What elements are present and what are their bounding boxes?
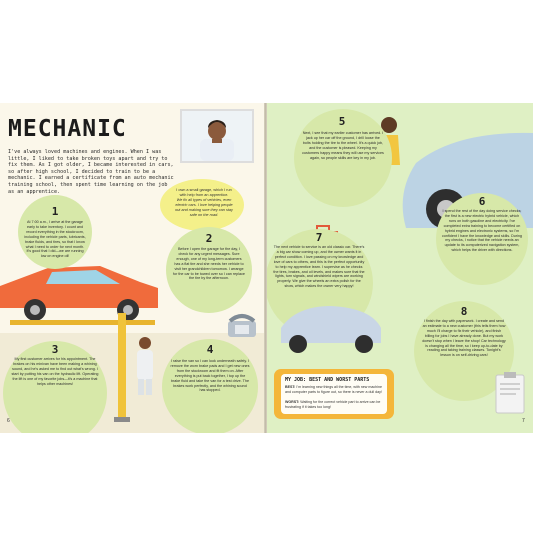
telephone-icon — [226, 313, 258, 339]
step-3-number: 3 — [51, 343, 59, 356]
step-6-number: 6 — [478, 195, 486, 208]
step-7-text: The next vehicle to service is an old classic car. There's a big car show coming up, and the owner wants it in perfect condition. I love passing on my knowledge and love of cars to others, and this is the perfect opportunity to help my apprentice learn. I supervise as he checks the tires, brakes, and oil levels, and makes sure that the lights, turn signals, and windshield wipers are working properly. We give the wheels an extra polish for the show, which makes the owner very happy! — [273, 245, 365, 289]
best-worst-title: MY JOB: BEST AND WORST PARTS — [285, 377, 370, 383]
step-4-text: I raise the van so I can look underneath safely. I remove the worn brake pads and I get new ones from the stockroom and fit them on. After everything is put back together, I top up the brake fluid and take the van for a test drive. The brakes work perfectly, and the whining sound has stopped. — [170, 359, 250, 393]
step-4-number: 4 — [206, 343, 214, 356]
best-worst-screen — [281, 374, 387, 414]
worst-text: Waiting for the correct vehicle part to arrive can be frustrating if it takes too long! — [285, 400, 381, 409]
step-1-number: 1 — [51, 205, 59, 218]
best-worst-card — [274, 369, 394, 419]
quote-text: We fix all types of vehicles, even electric cars. I love helping people out and making sure they can stay safe on the road. — [175, 198, 233, 217]
best-text: I'm learning new things all the time, with new machine and computer parts to figure out, so there is never a dull day! — [285, 385, 382, 394]
page-number-right: 7 — [522, 418, 525, 424]
worst-label: WORST: — [285, 400, 300, 404]
page-title: MECHANIC — [8, 116, 127, 142]
quote-intro: I own a small garage, which I run with help from an apprentice. — [176, 188, 232, 197]
mechanic-portrait-illustration — [182, 111, 252, 161]
step-5-number: 5 — [338, 115, 346, 128]
step-8-number: 8 — [460, 305, 468, 318]
worst-line — [285, 400, 385, 409]
step-3-text: My first customer arrives for his appointment. The brakes on his minivan have been making a whining sound, and he's asked me to find out what's wrong. I start by putting his van on the hydraulic lift. Operating the lift is one of my favorite jobs—it's a machine that helps other machines! — [11, 357, 99, 386]
classic-car-illustration — [276, 298, 386, 358]
mechanic-figure — [130, 335, 160, 395]
book-gutter — [264, 103, 267, 433]
book-spread — [0, 103, 533, 433]
car-on-lift-illustration — [0, 258, 160, 338]
hydraulic-lift-post — [112, 313, 132, 423]
step-7-number: 7 — [315, 231, 323, 244]
step-2-number: 2 — [205, 232, 213, 245]
intro-paragraph: I've always loved machines and engines. When I was little, I liked to take broken toys apart and try to fix them. As I got older, I became interested in cars, so after high school, I decided to train to be a mechanic. I earned a certificate from an auto mechanic training school, then spent time learning on the job as an apprentice. — [8, 149, 174, 195]
best-label: BEST: — [285, 385, 296, 389]
step-6-text: I spend the rest of the day doing service checks; the first is a new electric hybrid vehicle, which runs on both gasoline and electricity. I've completed extra training to become certified on hybrid engines and electronic systems, so I'm confident I have the knowledge and skills. During my checks, I notice that the vehicle needs an update to its computerized navigation system, which helps the driver with directions. — [442, 209, 522, 253]
step-5-text: Next, I see that my earlier customer has arrived. I jack up her car off the ground, I drill loose the bolts holding the tire to the wheel. It's a quick job, and the customer is pleased. Keeping my customers happy means they will use my services again, so people skills are key in my job. — [302, 131, 384, 160]
clipboard-icon — [494, 371, 526, 415]
best-line — [285, 385, 385, 394]
mechanic-portrait — [180, 109, 254, 163]
step-1-text: At 7:00 a.m., I arrive at the garage early to take inventory. I count and record everything in the stockroom, including the vehicle parts, lubricants, brake fluids, and tires, so that I know what I need to order for next month. It's good that I did—we are running low on engine oil! — [24, 220, 86, 259]
page-number-left: 6 — [7, 418, 10, 424]
step-2-text: Before I open the garage for the day, I check for any urgent messages. Sure enough, one of my long-term customers has a flat tire and she needs her vehicle to visit her grandchildren tomorrow. I arrange for the car to be towed over so I can replace the tire by the afternoon. — [173, 247, 245, 281]
step-8-text: I finish the day with paperwork. I create and send an estimate to a new customer (this tells them how much I'll charge to fix their vehicle), and finish billing for jobs I have already done. But my work doesn't stop when I leave the shop! Car technology is changing all the time, so I keep up-to-date by reading and taking training classes. Tonight's lesson is on self-driving cars! — [422, 319, 506, 358]
left-page — [0, 103, 266, 433]
mechanic-quote — [173, 188, 235, 218]
